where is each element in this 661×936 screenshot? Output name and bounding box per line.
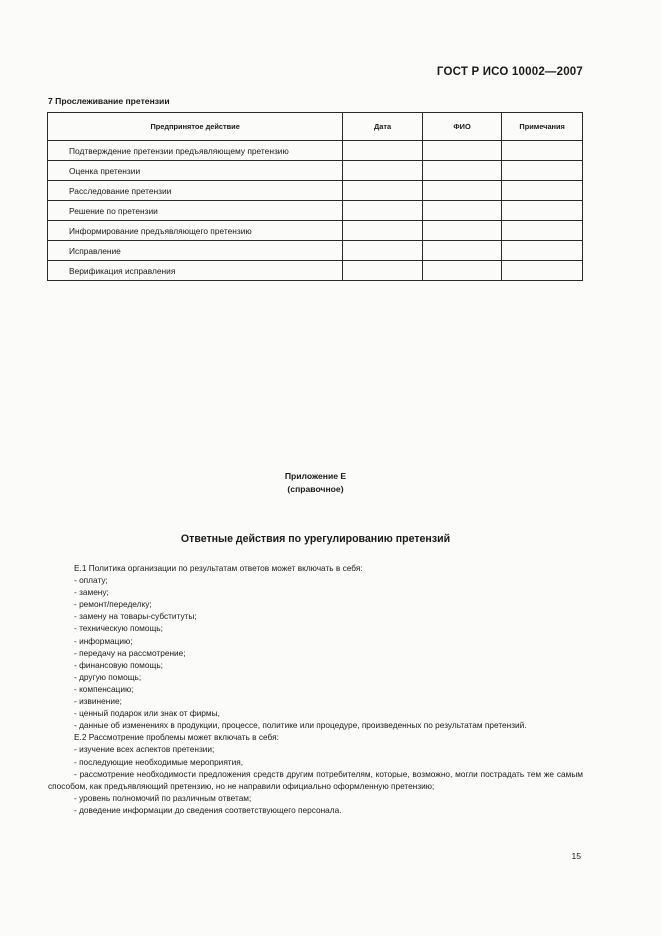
notes-cell bbox=[502, 201, 583, 221]
table-row bbox=[48, 181, 583, 201]
table-header-row bbox=[48, 113, 583, 141]
header-notes: Примечания bbox=[502, 113, 583, 141]
paragraph: - информацию; bbox=[74, 635, 133, 646]
table-row bbox=[48, 201, 583, 221]
name-cell bbox=[422, 181, 501, 201]
paragraph: - другую помощь; bbox=[74, 671, 142, 682]
table-row bbox=[48, 221, 583, 241]
paragraph: - доведение информации до сведения соответствующего персонала. bbox=[74, 804, 342, 815]
table-row bbox=[48, 161, 583, 181]
name-cell bbox=[422, 201, 501, 221]
date-cell bbox=[343, 241, 422, 261]
tracking-table bbox=[47, 112, 583, 281]
paragraph: - ремонт/переделку; bbox=[74, 599, 152, 610]
paragraph: - уровень полномочий по различным ответам; bbox=[74, 792, 252, 803]
date-cell bbox=[343, 201, 422, 221]
notes-cell bbox=[502, 161, 583, 181]
table-row bbox=[48, 141, 583, 161]
action-cell: Информирование предъявляющего претензию bbox=[48, 221, 343, 241]
date-cell bbox=[343, 221, 422, 241]
action-cell: Подтверждение претензии предъявляющему претензию bbox=[48, 141, 343, 161]
table-row bbox=[48, 261, 583, 281]
name-cell bbox=[422, 141, 501, 161]
name-cell bbox=[422, 221, 501, 241]
notes-cell bbox=[502, 181, 583, 201]
paragraph: - оплату; bbox=[74, 575, 108, 586]
action-cell: Решение по претензии bbox=[48, 201, 343, 221]
table-row bbox=[48, 241, 583, 261]
date-cell bbox=[343, 181, 422, 201]
date-cell bbox=[343, 261, 422, 281]
name-cell bbox=[422, 261, 501, 281]
paragraph: - последующие необходимые мероприятия, bbox=[74, 756, 244, 767]
page-number: 15 bbox=[571, 851, 581, 861]
table-body bbox=[48, 141, 583, 281]
action-cell: Оценка претензии bbox=[48, 161, 343, 181]
action-cell: Расследование претензии bbox=[48, 181, 343, 201]
name-cell bbox=[422, 241, 501, 261]
header-action: Предпринятое действие bbox=[48, 113, 343, 141]
notes-cell bbox=[502, 261, 583, 281]
appendix-title: Ответные действия по урегулированию претензий bbox=[180, 533, 451, 545]
paragraph: - техническую помощь; bbox=[74, 623, 163, 634]
date-cell bbox=[343, 141, 422, 161]
appendix-label: Приложение Е bbox=[284, 471, 347, 481]
paragraph: - рассмотрение необходимости предложения средств другим потребителям, которые, возможно, могли пострадать тем же самым способом, как предъявляющий претензию, но не направили официально оформленную претензию; bbox=[48, 768, 583, 791]
paragraph: - ценный подарок или знак от фирмы, bbox=[74, 708, 220, 719]
paragraph: - передачу на рассмотрение; bbox=[74, 647, 186, 658]
notes-cell bbox=[502, 241, 583, 261]
header-date: Дата bbox=[343, 113, 422, 141]
section-title: 7 Прослеживание претензии bbox=[48, 96, 170, 106]
body-text bbox=[48, 562, 583, 816]
paragraph: Е.2 Рассмотрение проблемы может включать в себя: bbox=[74, 732, 279, 743]
notes-cell bbox=[502, 221, 583, 241]
paragraph: - замену; bbox=[74, 587, 109, 598]
appendix-heading bbox=[0, 470, 631, 496]
paragraph: - изучение всех аспектов претензии; bbox=[74, 744, 215, 755]
action-cell: Исправление bbox=[48, 241, 343, 261]
paragraph: - замену на товары-субституты; bbox=[74, 611, 197, 622]
header-name: ФИО bbox=[422, 113, 501, 141]
standard-header: ГОСТ Р ИСО 10002—2007 bbox=[436, 66, 583, 78]
appendix-kind: (справочное) bbox=[287, 484, 344, 494]
date-cell bbox=[343, 161, 422, 181]
paragraph: - финансовую помощь; bbox=[74, 659, 163, 670]
paragraph: - данные об изменениях в продукции, процессе, политике или процедуре, произведенных по результатам претензий. bbox=[74, 720, 527, 731]
notes-cell bbox=[502, 141, 583, 161]
name-cell bbox=[422, 161, 501, 181]
action-cell: Верификация исправления bbox=[48, 261, 343, 281]
paragraph: - извинение; bbox=[74, 696, 122, 707]
paragraph: - компенсацию; bbox=[74, 683, 134, 694]
paragraph: Е.1 Политика организации по результатам ответов может включать в себя: bbox=[74, 563, 363, 573]
